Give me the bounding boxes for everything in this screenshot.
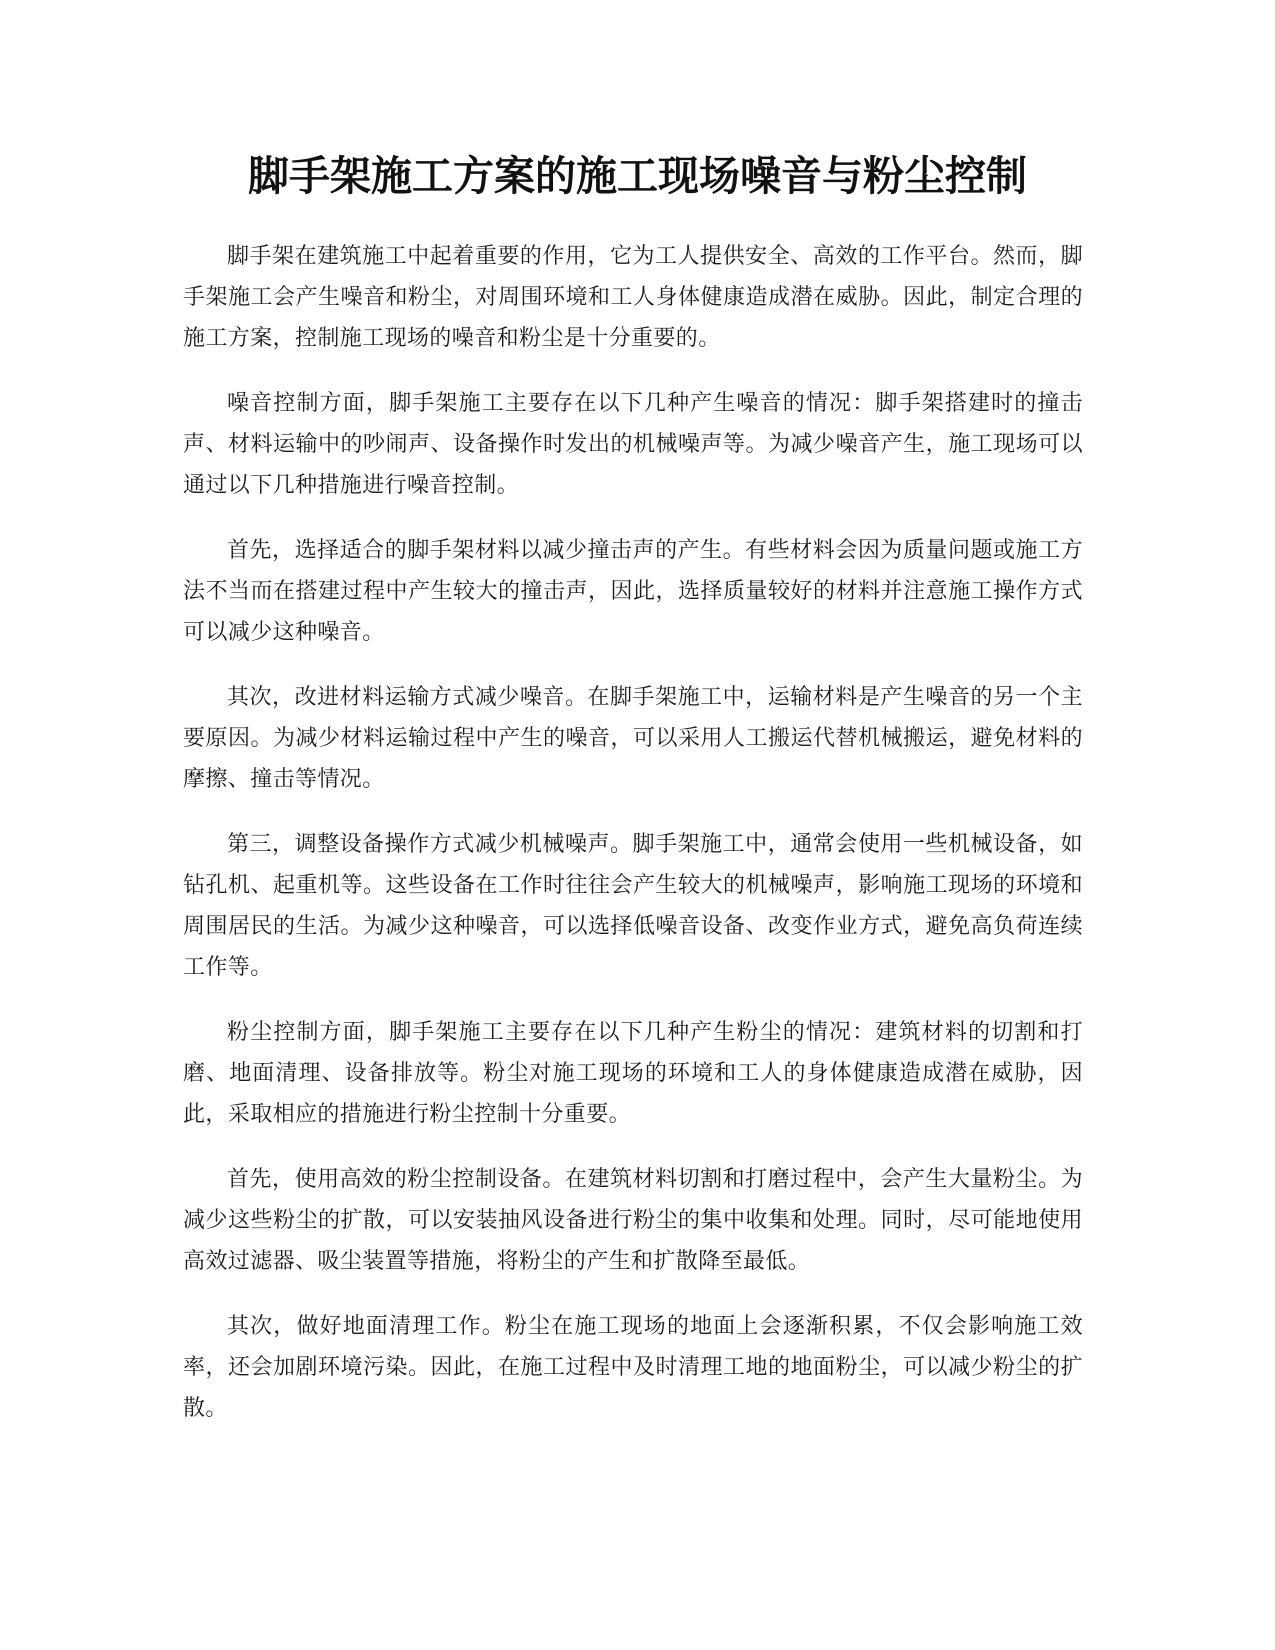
- document-body: [183, 236, 1083, 1453]
- paragraph-noise-materials: 首先，选择适合的脚手架材料以减少撞击声的产生。有些材料会因为质量问题或施工方法不当而在搭建过程中产生较大的撞击声，因此，选择质量较好的材料并注意施工操作方式可以减少这种噪音。: [183, 538, 1083, 645]
- paragraph-noise-overview: 噪音控制方面，脚手架施工主要存在以下几种产生噪音的情况：脚手架搭建时的撞击声、材料运输中的吵闹声、设备操作时发出的机械噪声等。为减少噪音产生，施工现场可以通过以下几种措施进行噪音控制。: [183, 391, 1083, 498]
- paragraph-intro: 脚手架在建筑施工中起着重要的作用，它为工人提供安全、高效的工作平台。然而，脚手架施工会产生噪音和粉尘，对周围环境和工人身体健康造成潜在威胁。因此，制定合理的施工方案，控制施工现场的噪音和粉尘是十分重要的。: [183, 244, 1083, 351]
- paragraph-noise-equipment: 第三，调整设备操作方式减少机械噪声。脚手架施工中，通常会使用一些机械设备，如钻孔机、起重机等。这些设备在工作时往往会产生较大的机械噪声，影响施工现场的环境和周围居民的生活。为减少这种噪音，可以选择低噪音设备、改变作业方式，避免高负荷连续工作等。: [183, 832, 1083, 980]
- paragraph-dust-cleaning: 其次，做好地面清理工作。粉尘在施工现场的地面上会逐渐积累，不仅会影响施工效率，还会加剧环境污染。因此，在施工过程中及时清理工地的地面粉尘，可以减少粉尘的扩散。: [183, 1314, 1083, 1421]
- paragraph-dust-overview: 粉尘控制方面，脚手架施工主要存在以下几种产生粉尘的情况：建筑材料的切割和打磨、地面清理、设备排放等。粉尘对施工现场的环境和工人的身体健康造成潜在威胁，因此，采取相应的措施进行粉尘控制十分重要。: [183, 1020, 1083, 1127]
- paragraph-noise-transport: 其次，改进材料运输方式减少噪音。在脚手架施工中，运输材料是产生噪音的另一个主要原因。为减少材料运输过程中产生的噪音，可以采用人工搬运代替机械搬运，避免材料的摩擦、撞击等情况。: [183, 685, 1083, 792]
- paragraph-dust-equipment: 首先，使用高效的粉尘控制设备。在建筑材料切割和打磨过程中，会产生大量粉尘。为减少这些粉尘的扩散，可以安装抽风设备进行粉尘的集中收集和处理。同时，尽可能地使用高效过滤器、吸尘装置等措施，将粉尘的产生和扩散降至最低。: [183, 1167, 1083, 1274]
- document-title: 脚手架施工方案的施工现场噪音与粉尘控制: [248, 152, 1027, 200]
